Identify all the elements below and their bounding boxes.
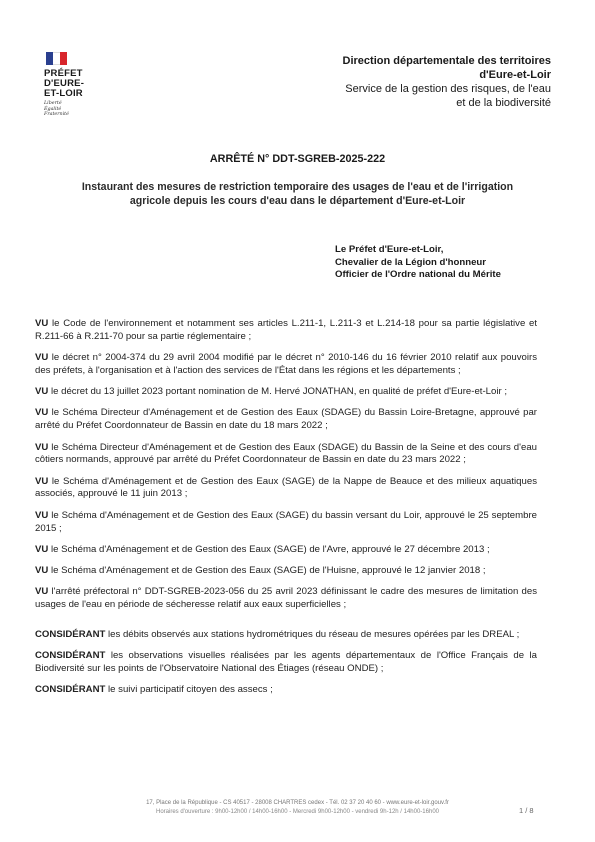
page-footer (60, 799, 535, 817)
signatory-block: Le Préfet d'Eure-et-Loir, Chevalier de la Légion d'honneur Officier de l'Ordre national du Mérite (335, 244, 501, 280)
marianne-flag-icon (46, 52, 66, 65)
service-line2: et de la biodiversité (456, 97, 551, 109)
visa-paragraph: VU le Schéma d'Aménagement et de Gestion des Eaux (SAGE) du bassin versant du Loir, approuvé le 25 septembre 2015 ; (35, 509, 537, 534)
visa-paragraph: VU le décret du 13 juillet 2023 portant nomination de M. Hervé JONATHAN, en qualité de préfet d'Eure-et-Loir ; (35, 386, 507, 398)
considerant-paragraph: CONSIDÉRANT les débits observés aux stations hydrométriques du réseau de mesures opérées par les DREAL ; (35, 628, 520, 640)
visa-paragraph: VU l'arrêté préfectoral n° DDT-SGREB-2023-056 du 25 avril 2023 définissant le cadre des mesures de limitation des usages de l'eau en période de sécheresse relatif aux eaux superficielles ; (35, 586, 537, 611)
visa-paragraph: VU le Schéma Directeur d'Aménagement et de Gestion des Eaux (SDAGE) du Bassin Loire-Bretagne, approuvé par arrêté du Préfet Coordonnateur de Bassin en date du 18 mars 2022 ; (35, 407, 537, 432)
visa-paragraph: VU le Schéma d'Aménagement et de Gestion des Eaux (SAGE) de la Nappe de Beauce et des milieux aquatiques associés, approuvé le 11 juin 2013 ; (35, 475, 537, 500)
decree-subtitle: Instaurant des mesures de restriction temporaire des usages de l'eau et de l'irrigation agricole depuis les cours d'eau dans le département d'Eure-et-Loir (81, 181, 514, 207)
visa-paragraph: VU le Schéma d'Aménagement et de Gestion des Eaux (SAGE) de l'Huisne, approuvé le 12 janvier 2018 ; (35, 565, 486, 577)
footer-hours: Horaires d'ouverture : 9h00-12h00 / 14h00-16h00 - Mercredi 9h00-12h00 - vendredi 9h-12h / 14h00-16h00 (155, 809, 439, 815)
service-line1: Service de la gestion des risques, de l'eau (345, 83, 551, 95)
issuing-service-header (251, 54, 551, 110)
considerant-paragraph: CONSIDÉRANT le suivi participatif citoyen des assecs ; (35, 683, 273, 695)
direction-line1: Direction départementale des territoires (342, 55, 551, 67)
logo-motto: Liberté Égalité Fraternité (44, 101, 69, 118)
prefet-logo (44, 52, 104, 118)
considerant-paragraph: CONSIDÉRANT les observations visuelles réalisées par les agents départementaux de l'Office Français de la Biodiversité sur les points de l'Observatoire National des Étiages (réseau ONDE) ; (35, 649, 537, 674)
page-number: 1 / 8 (519, 806, 534, 815)
decree-title: ARRÊTÉ N° DDT-SGREB-2025-222 (209, 153, 386, 165)
visa-paragraph: VU le Schéma d'Aménagement et de Gestion des Eaux (SAGE) de l'Avre, approuvé le 27 décembre 2013 ; (35, 543, 490, 555)
footer-address: 17, Place de la République - CS 40517 - 28008 CHARTRES cedex - Tél. 02 37 20 40 60 - www.eure-et-loir.gouv.fr (146, 800, 449, 806)
logo-name: PRÉFET D'EURE- ET-LOIR (44, 68, 85, 99)
direction-line2: d'Eure-et-Loir (479, 69, 551, 81)
visa-paragraph: VU le décret n° 2004-374 du 29 avril 2004 modifié par le décret n° 2010-146 du 16 février 2010 relatif aux pouvoirs des préfets, à l'organisation et à l'action des services de l'État dans les régions et les départements ; (35, 352, 537, 376)
visa-paragraph: VU le Code de l'environnement et notamment ses articles L.211-1, L.211-3 et L.214-18 pour sa partie législative et R.211-66 à R.211-70 pour sa partie réglementaire ; (35, 318, 537, 342)
visa-paragraph: VU le Schéma Directeur d'Aménagement et de Gestion des Eaux (SDAGE) du Bassin de la Seine et des cours d'eau côtiers normands, approuvé par arrêté du Préfet Coordonnateur de Bassin en date du 23 mars 2022 ; (35, 441, 537, 466)
decree-body (35, 318, 537, 705)
